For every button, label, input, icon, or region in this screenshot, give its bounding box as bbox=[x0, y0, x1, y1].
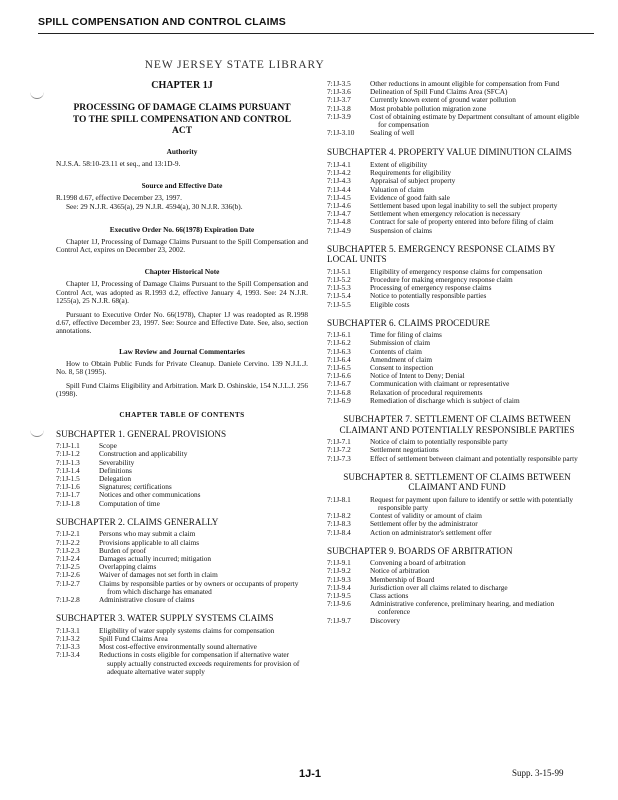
subchapter-heading: SUBCHAPTER 4. PROPERTY VALUE DIMINUTION CLAIMS bbox=[327, 147, 572, 158]
section-title: Delegation bbox=[99, 474, 132, 484]
law-review-text-1: How to Obtain Public Funds for Private Cleanup. Daniele Cervino. 139 N.J.L.J. No. 8, 58 (1995). bbox=[56, 358, 308, 376]
section-number: 7:1J-6.2 bbox=[327, 338, 351, 348]
section-title: Consent to inspection bbox=[370, 363, 434, 373]
subchapter-heading: SUBCHAPTER 3. WATER SUPPLY SYSTEMS CLAIMS bbox=[56, 613, 274, 624]
section-title: Remediation of discharge which is subject of claim bbox=[370, 395, 520, 405]
source-citation: See: 29 N.J.R. 4365(a), 29 N.J.R. 4594(a), 30 N.J.R. 336(b). bbox=[66, 202, 243, 212]
section-title: Time for filing of claims bbox=[370, 330, 442, 340]
section-number: 7:1J-4.6 bbox=[327, 200, 351, 210]
section-number: 7:1J-8.3 bbox=[327, 519, 351, 529]
section-title: Severability bbox=[99, 457, 135, 467]
toc-entry bbox=[56, 500, 308, 508]
left-column bbox=[56, 80, 308, 676]
toc-entry bbox=[327, 455, 587, 463]
section-number: 7:1J-6.6 bbox=[327, 371, 351, 381]
section-number: 7:1J-3.10 bbox=[327, 128, 355, 138]
section-number: 7:1J-3.1 bbox=[56, 625, 80, 635]
toc-entry bbox=[327, 529, 587, 537]
toc-entry bbox=[327, 348, 587, 356]
toc-entry bbox=[56, 539, 308, 547]
section-number: 7:1J-4.7 bbox=[327, 209, 351, 219]
section-title: Settlement offer by the administrator bbox=[370, 519, 478, 529]
toc-entry bbox=[56, 467, 308, 475]
section-number: 7:1J-9.1 bbox=[327, 558, 351, 568]
library-stamp: NEW JERSEY STATE LIBRARY bbox=[144, 57, 325, 71]
section-number: 7:1J-2.2 bbox=[56, 537, 80, 547]
section-title: Most cost-effective environmentally sound alternative bbox=[99, 642, 257, 652]
source-text: R.1998 d.67, effective December 23, 1997. bbox=[56, 193, 182, 203]
toc-entry bbox=[327, 292, 587, 300]
toc-entry bbox=[56, 627, 308, 635]
toc-entry bbox=[56, 459, 308, 467]
toc-entry bbox=[327, 356, 587, 364]
section-title: Settlement negotiations bbox=[370, 445, 439, 455]
authority-heading: Authority bbox=[166, 146, 198, 156]
section-number: 7:1J-5.3 bbox=[327, 283, 351, 293]
toc-entry bbox=[327, 496, 587, 512]
section-number: 7:1J-2.4 bbox=[56, 554, 80, 563]
section-title: Suspension of claims bbox=[370, 225, 433, 235]
history-heading: Chapter Historical Note bbox=[144, 267, 220, 277]
section-number: 7:1J-9.6 bbox=[327, 599, 351, 609]
section-title: Contest of validity or amount of claim bbox=[370, 511, 482, 521]
section-number: 7:1J-5.2 bbox=[327, 274, 351, 284]
section-title: Contract for sale of property entered into before filing of claim bbox=[370, 217, 554, 227]
section-number: 7:1J-5.1 bbox=[327, 266, 351, 276]
section-title: Notice of arbitration bbox=[370, 566, 430, 576]
section-title: Effect of settlement between claimant and potentially responsible party bbox=[370, 453, 578, 463]
section-number: 7:1J-2.5 bbox=[56, 562, 80, 572]
section-number: 7:1J-8.1 bbox=[327, 494, 351, 504]
toc-entry bbox=[56, 555, 308, 563]
toc-entry bbox=[327, 218, 587, 226]
section-number: 7:1J-6.8 bbox=[327, 387, 351, 397]
section-number: 7:1J-6.5 bbox=[327, 363, 351, 373]
section-title: Spill Fund Claims Area bbox=[99, 633, 168, 643]
section-title: Damages actually incurred; mitigation bbox=[99, 554, 212, 563]
section-title: Burden of proof bbox=[99, 545, 147, 555]
section-title: Amendment of claim bbox=[370, 354, 433, 364]
toc-entry bbox=[327, 113, 587, 129]
section-number: 7:1J-3.2 bbox=[56, 633, 80, 643]
toc-entry bbox=[327, 331, 587, 339]
section-title: Other reductions in amount eligible for compensation from Fund bbox=[370, 79, 560, 88]
source-heading: Source and Effective Date bbox=[141, 180, 223, 190]
subchapter-heading: SUBCHAPTER 7. SETTLEMENT OF CLAIMS BETWEEN CLAIMANT AND POTENTIALLY RESPONSIBLE PARTIES bbox=[339, 414, 575, 435]
left-table-of-contents bbox=[56, 429, 308, 676]
section-number: 7:1J-3.4 bbox=[56, 650, 80, 660]
section-title: Convening a board of arbitration bbox=[370, 558, 466, 568]
section-title: Requirements for eligibility bbox=[370, 168, 452, 178]
toc-entry bbox=[56, 450, 308, 458]
subchapter-heading: SUBCHAPTER 5. EMERGENCY RESPONSE CLAIMS BY LOCAL UNITS bbox=[327, 243, 556, 265]
section-number: 7:1J-6.7 bbox=[327, 379, 351, 389]
section-title: Eligible costs bbox=[370, 299, 410, 309]
section-title: Claims by responsible parties or by owners or occupants of property from which discharge has emanated bbox=[99, 578, 299, 596]
section-title: Eligibility of water supply systems claims for compensation bbox=[99, 625, 275, 635]
right-column bbox=[327, 80, 587, 625]
margin-mark bbox=[30, 428, 44, 437]
section-number: 7:1J-1.3 bbox=[56, 457, 80, 467]
section-title: Processing of emergency response claims bbox=[370, 283, 492, 293]
section-number: 7:1J-3.6 bbox=[327, 87, 351, 97]
chapter-number: CHAPTER 1J bbox=[151, 80, 213, 91]
section-number: 7:1J-9.5 bbox=[327, 591, 351, 601]
section-number: 7:1J-4.9 bbox=[327, 225, 351, 235]
section-title: Signatures; certifications bbox=[99, 482, 172, 492]
section-number: 7:1J-4.8 bbox=[327, 217, 351, 227]
section-number: 7:1J-2.3 bbox=[56, 545, 80, 555]
section-number: 7:1J-6.4 bbox=[327, 354, 351, 364]
section-number: 7:1J-3.5 bbox=[327, 79, 351, 88]
section-number: 7:1J-1.4 bbox=[56, 465, 80, 475]
section-number: 7:1J-5.5 bbox=[327, 299, 351, 309]
toc-entry bbox=[327, 177, 587, 185]
section-title: Notices and other communications bbox=[99, 490, 201, 500]
toc-entry bbox=[327, 584, 587, 592]
authority-text: N.J.S.A. 58:10-23.11 et seq., and 13:1D-9. bbox=[56, 158, 181, 168]
section-number: 7:1J-9.3 bbox=[327, 574, 351, 584]
toc-entry bbox=[327, 438, 587, 446]
section-title: Notice of Intent to Deny; Denial bbox=[370, 371, 465, 381]
section-number: 7:1J-4.2 bbox=[327, 168, 351, 178]
history-text-1: Chapter 1J, Processing of Damage Claims Pursuant to the Spill Compensation and Control Act, was adopted as R.1993 d.2, effective January 4, 1993. See: 24 N.J.R. 1255(a), 25 N.J.R. 68(a). bbox=[56, 279, 308, 305]
section-number: 7:1J-2.7 bbox=[56, 578, 80, 588]
section-number: 7:1J-7.3 bbox=[327, 453, 351, 463]
section-number: 7:1J-4.3 bbox=[327, 176, 351, 186]
section-title: Relaxation of procedural requirements bbox=[370, 387, 483, 397]
section-title: Extent of eligibility bbox=[370, 159, 428, 169]
page-number: 1J-1 bbox=[298, 768, 322, 780]
supplement-date: Supp. 3-15-99 bbox=[512, 768, 564, 778]
toc-entry bbox=[327, 397, 587, 405]
section-title: Definitions bbox=[99, 465, 132, 475]
toc-entry bbox=[56, 475, 308, 483]
right-table-of-contents bbox=[327, 147, 587, 624]
section-title: Request for payment upon failure to identify or settle with potentially responsible party bbox=[370, 494, 574, 512]
section-number: 7:1J-1.6 bbox=[56, 482, 80, 492]
section-number: 7:1J-6.1 bbox=[327, 330, 351, 340]
header-rule bbox=[38, 33, 594, 34]
section-title: Settlement based upon legal inability to sell the subject property bbox=[370, 200, 558, 210]
section-number: 7:1J-8.4 bbox=[327, 527, 351, 537]
section-number: 7:1J-4.5 bbox=[327, 192, 351, 202]
section-number: 7:1J-3.9 bbox=[327, 111, 351, 121]
toc-entry bbox=[327, 600, 587, 616]
section-number: 7:1J-1.1 bbox=[56, 441, 80, 451]
section-number: 7:1J-6.3 bbox=[327, 346, 351, 356]
section-title: Notice of claim to potentially responsible party bbox=[370, 437, 508, 447]
section-number: 7:1J-8.2 bbox=[327, 511, 351, 521]
toc-entry bbox=[56, 580, 308, 596]
history-text-2: Pursuant to Executive Order No. 66(1978), Chapter 1J was readopted as R.1998 d.67, effective December 23, 1997. See: Source and Effective Date. See, also, section annotations. bbox=[56, 309, 308, 336]
section-number: 7:1J-5.4 bbox=[327, 291, 351, 301]
section-number: 7:1J-4.4 bbox=[327, 184, 351, 194]
toc-entry bbox=[327, 301, 587, 309]
section-number: 7:1J-7.2 bbox=[327, 445, 351, 455]
section-title: Sealing of well bbox=[370, 128, 415, 138]
section-title: Contents of claim bbox=[370, 346, 422, 356]
section-title: Discovery bbox=[370, 615, 400, 625]
running-head: SPILL COMPENSATION AND CONTROL CLAIMS bbox=[38, 16, 286, 28]
section-number: 7:1J-2.8 bbox=[56, 595, 80, 605]
section-number: 7:1J-1.8 bbox=[56, 498, 80, 508]
toc-entry bbox=[327, 567, 587, 575]
section-title: Eligibility of emergency response claims for compensation bbox=[370, 266, 543, 276]
toc-entry bbox=[327, 227, 587, 235]
law-review-heading: Law Review and Journal Commentaries bbox=[119, 346, 245, 356]
section-title: Reductions in costs eligible for compensation if alternative water supply actually constructed exceeds requirements for provision of adequate alternative water supply bbox=[99, 650, 300, 676]
chapter-title: PROCESSING OF DAMAGE CLAIMS PURSUANT TO THE SPILL COMPENSATION AND CONTROL ACT bbox=[72, 103, 292, 136]
section-title: Administrative conference, preliminary hearing, and mediation conference bbox=[370, 599, 555, 617]
section-title: Computation of time bbox=[99, 498, 160, 508]
section-title: Communication with claimant or representative bbox=[370, 379, 510, 389]
toc-entry bbox=[56, 596, 308, 604]
toc-entry bbox=[327, 339, 587, 347]
toc-heading: CHAPTER TABLE OF CONTENTS bbox=[119, 409, 245, 419]
section-number: 7:1J-9.2 bbox=[327, 566, 351, 576]
section-number: 7:1J-9.4 bbox=[327, 582, 351, 592]
toc-entry bbox=[327, 617, 587, 625]
eo-text: Chapter 1J, Processing of Damage Claims Pursuant to the Spill Compensation and Control Act, expires on December 23, 2002. bbox=[56, 236, 308, 254]
section-number: 7:1J-2.6 bbox=[56, 570, 80, 580]
section-title: Scope bbox=[99, 441, 117, 451]
margin-mark bbox=[30, 90, 44, 99]
section-title: Procedure for making emergency response claim bbox=[370, 274, 513, 284]
toc-entry bbox=[56, 491, 308, 499]
toc-entry bbox=[327, 186, 587, 194]
section-title: Membership of Board bbox=[370, 574, 435, 584]
section-number: 7:1J-3.7 bbox=[327, 95, 351, 105]
section-title: Delineation of Spill Fund Claims Area (SFCA) bbox=[370, 87, 508, 97]
toc-continued bbox=[327, 80, 587, 137]
section-title: Provisions applicable to all claims bbox=[99, 537, 200, 547]
section-number: 7:1J-9.7 bbox=[327, 615, 351, 625]
section-number: 7:1J-1.2 bbox=[56, 449, 80, 459]
section-title: Action on administrator's settlement offer bbox=[370, 527, 492, 537]
subchapter-heading: SUBCHAPTER 9. BOARDS OF ARBITRATION bbox=[327, 545, 513, 556]
section-title: Valuation of claim bbox=[370, 184, 424, 194]
section-title: Class actions bbox=[370, 591, 409, 601]
toc-entry bbox=[56, 651, 308, 676]
section-title: Notice to potentially responsible parties bbox=[370, 291, 487, 301]
section-title: Overlapping claims bbox=[99, 562, 157, 572]
toc-entry bbox=[327, 161, 587, 169]
section-title: Settlement when emergency relocation is necessary bbox=[370, 209, 521, 219]
section-title: Submission of claim bbox=[370, 338, 430, 348]
section-number: 7:1J-1.5 bbox=[56, 474, 80, 484]
subchapter-heading: SUBCHAPTER 1. GENERAL PROVISIONS bbox=[56, 428, 227, 439]
section-number: 7:1J-6.9 bbox=[327, 395, 351, 405]
subchapter-heading: SUBCHAPTER 6. CLAIMS PROCEDURE bbox=[327, 317, 490, 328]
section-title: Cost of obtaining estimate by Department consultant of amount eligible for compensation bbox=[370, 111, 580, 130]
eo-heading: Executive Order No. 66(1978) Expiration Date bbox=[109, 224, 255, 234]
section-title: Most probable pollution migration zone bbox=[370, 103, 487, 113]
section-title: Persons who may submit a claim bbox=[99, 529, 196, 539]
section-title: Currently known extent of ground water pollution bbox=[370, 95, 516, 105]
section-title: Waiver of damages not set forth in claim bbox=[99, 570, 218, 580]
section-title: Administrative closure of claims bbox=[99, 595, 195, 605]
section-title: Evidence of good faith sale bbox=[370, 192, 450, 202]
section-number: 7:1J-7.1 bbox=[327, 437, 351, 447]
section-title: Appraisal of subject property bbox=[370, 176, 456, 186]
section-title: Construction and applicability bbox=[99, 449, 188, 459]
section-number: 7:1J-3.8 bbox=[327, 103, 351, 113]
toc-entry bbox=[327, 169, 587, 177]
section-number: 7:1J-4.1 bbox=[327, 159, 351, 169]
section-title: Jurisdiction over all claims related to discharge bbox=[370, 582, 508, 592]
toc-entry bbox=[327, 559, 587, 567]
law-review-text-2: Spill Fund Claims Eligibility and Arbitration. Mark D. Oshinskie, 154 N.J.L.J. 256 (1998). bbox=[56, 381, 309, 399]
section-number: 7:1J-3.3 bbox=[56, 642, 80, 652]
subchapter-heading: SUBCHAPTER 2. CLAIMS GENERALLY bbox=[56, 516, 219, 527]
subchapter-heading: SUBCHAPTER 8. SETTLEMENT OF CLAIMS BETWEEN CLAIMANT AND FUND bbox=[343, 471, 571, 493]
toc-entry bbox=[327, 129, 587, 137]
section-number: 7:1J-2.1 bbox=[56, 529, 80, 539]
section-number: 7:1J-1.7 bbox=[56, 490, 80, 500]
